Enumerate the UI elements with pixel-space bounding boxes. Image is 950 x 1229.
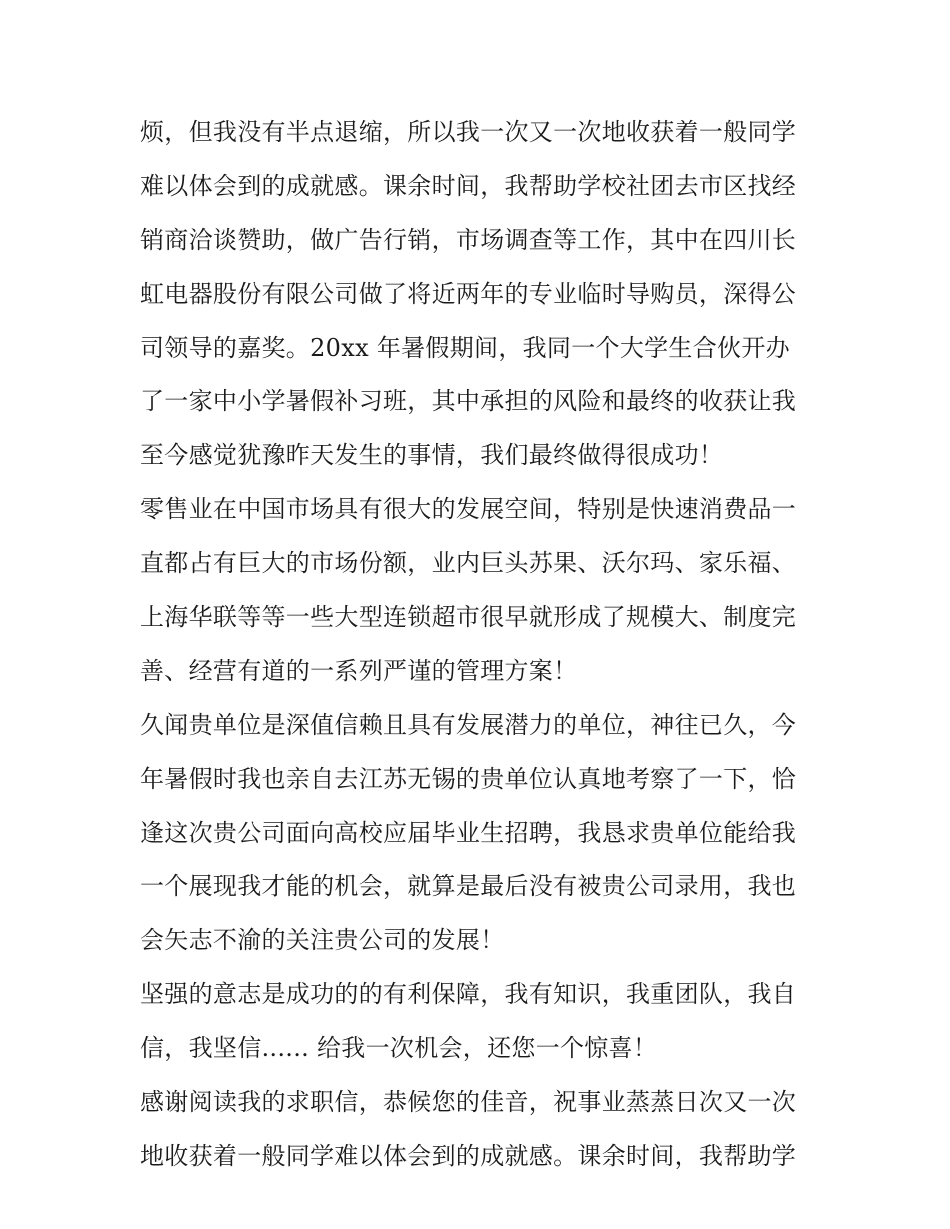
text-line: 至今感觉犹豫昨天发生的事情，我们最终做得很成功！ xyxy=(140,441,724,470)
text-line: 直都占有巨大的市场份额，业内巨头苏果、沃尔玛、家乐福、 xyxy=(140,549,797,578)
text-line: 善、经营有道的一系列严谨的管理方案！ xyxy=(140,656,578,685)
text-line: 信，我坚信...... 给我一次机会，还您一个惊喜！ xyxy=(140,1034,658,1063)
text-line: 难以体会到的成就感。课余时间，我帮助学校社团去市区找经 xyxy=(140,171,797,200)
document-body xyxy=(140,106,820,1184)
text-line: 烦，但我没有半点退缩，所以我一次又一次地收获着一般同学 xyxy=(140,118,797,146)
text-line: 虹电器股份有限公司做了将近两年的专业临时导购员，深得公 xyxy=(140,279,797,308)
text-line: 逢这次贵公司面向高校应届毕业生招聘，我恳求贵单位能给我 xyxy=(140,818,797,847)
text-line: 零售业在中国市场具有很大的发展空间，特别是快速消费品一 xyxy=(140,495,797,524)
text-line: 地收获着一般同学难以体会到的成就感。课余时间，我帮助学 xyxy=(140,1141,797,1170)
text-line: 司领导的嘉奖。20xx 年暑假期间，我同一个大学生合伙开办 xyxy=(140,333,790,362)
text-line: 年暑假时我也亲自去江苏无锡的贵单位认真地考察了一下，恰 xyxy=(140,764,797,793)
text-line: 久闻贵单位是深值信赖且具有发展潜力的单位，神往已久，今 xyxy=(140,710,797,739)
text-line: 一个展现我才能的机会，就算是最后没有被贵公司录用，我也 xyxy=(140,872,797,901)
text-line: 会矢志不渝的关注贵公司的发展！ xyxy=(140,926,505,955)
text-line: 销商洽谈赞助，做广告行销，市场调查等工作，其中在四川长 xyxy=(140,225,797,254)
text-line: 坚强的意志是成功的的有利保障，我有知识，我重团队，我自 xyxy=(140,980,797,1009)
text-line: 了一家中小学暑假补习班，其中承担的风险和最终的收获让我 xyxy=(140,387,797,416)
text-line: 感谢阅读我的求职信，恭候您的佳音，祝事业蒸蒸日次又一次 xyxy=(140,1088,797,1117)
text-line: 上海华联等等一些大型连锁超市很早就形成了规模大、制度完 xyxy=(140,603,797,632)
